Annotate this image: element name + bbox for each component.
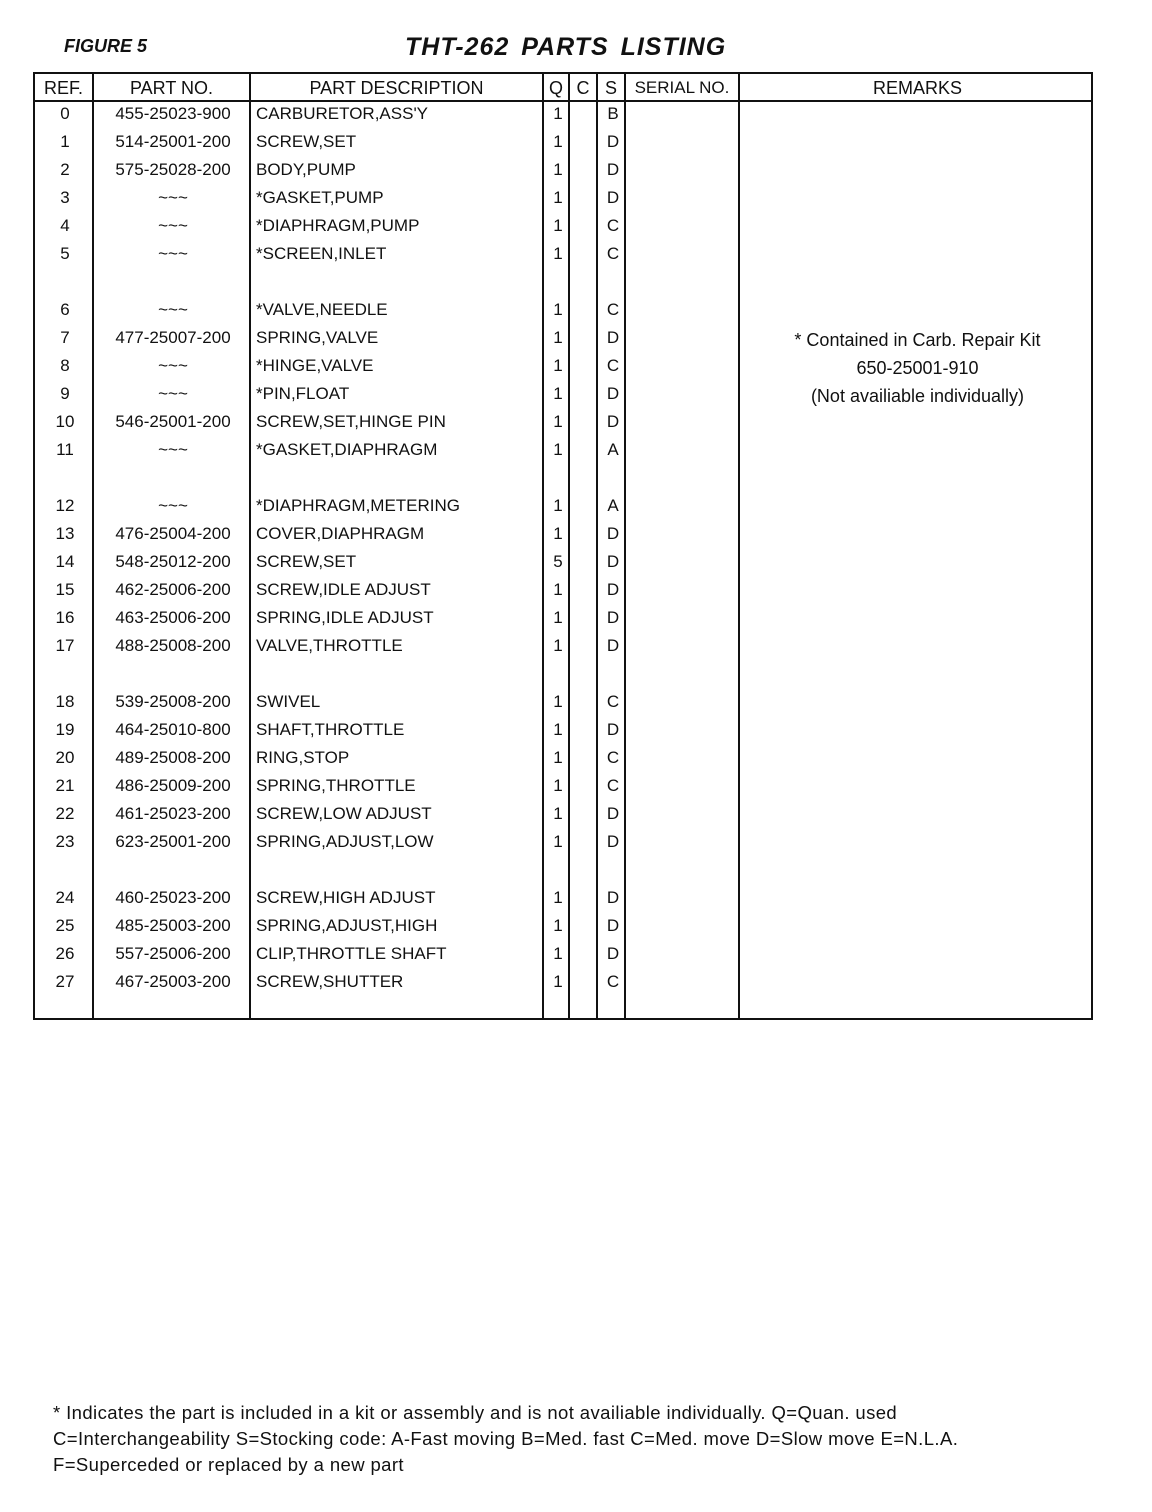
quantity-cell: 1 <box>553 776 563 795</box>
ref-cell: 16 <box>55 608 75 627</box>
ref-cell: 10 <box>55 412 75 431</box>
quantity-cell: 1 <box>553 440 563 459</box>
stocking-code-cell: D <box>606 132 620 151</box>
table-row <box>35 128 1091 156</box>
stocking-code-cell: B <box>607 104 619 123</box>
description-cell: SCREW,LOW ADJUST <box>256 804 432 823</box>
stocking-code-cell: D <box>606 580 620 599</box>
col-header-description: PART DESCRIPTION <box>309 78 484 98</box>
ref-cell: 23 <box>55 832 75 851</box>
table-row <box>35 436 1091 464</box>
description-cell: SCREW,SET,HINGE PIN <box>256 412 446 431</box>
table-row <box>35 408 1091 436</box>
description-cell: SPRING,VALVE <box>256 328 379 347</box>
quantity-cell: 1 <box>553 412 563 431</box>
table-row <box>35 156 1091 184</box>
description-cell: RING,STOP <box>256 748 350 767</box>
stocking-code-cell: D <box>606 636 620 655</box>
table-row <box>35 604 1091 632</box>
stocking-code-cell: D <box>606 916 620 935</box>
description-cell: *GASKET,DIAPHRAGM <box>256 440 438 459</box>
stocking-code-cell: C <box>606 776 620 795</box>
table-row <box>35 492 1091 520</box>
part-number-cell: 486-25009-200 <box>115 776 231 795</box>
figure-label: FIGURE 5 <box>64 36 148 56</box>
part-number-cell: 546-25001-200 <box>115 412 231 431</box>
quantity-cell: 1 <box>553 216 563 235</box>
description-cell: *VALVE,NEEDLE <box>256 300 388 319</box>
col-header-c: C <box>576 78 590 98</box>
ref-cell: 24 <box>55 888 75 907</box>
part-number-cell: 462-25006-200 <box>115 580 231 599</box>
stocking-code-cell: D <box>606 832 620 851</box>
part-number-cell: 455-25023-900 <box>115 104 231 123</box>
quantity-cell: 1 <box>553 888 563 907</box>
description-cell: SCREW,IDLE ADJUST <box>256 580 431 599</box>
part-number-cell: ~~~ <box>158 188 188 207</box>
quantity-cell: 1 <box>553 524 563 543</box>
col-header-ref: REF. <box>43 78 83 98</box>
part-number-cell: 514-25001-200 <box>115 132 231 151</box>
col-header-remarks: REMARKS <box>872 78 962 98</box>
table-header <box>35 74 1091 102</box>
description-cell: SPRING,THROTTLE <box>256 776 416 795</box>
table-row <box>35 520 1091 548</box>
description-cell: CLIP,THROTTLE SHAFT <box>256 944 447 963</box>
part-number-cell: ~~~ <box>158 356 188 375</box>
ref-cell: 27 <box>55 972 75 991</box>
stocking-code-cell: D <box>606 552 620 571</box>
stocking-code-cell: C <box>606 748 620 767</box>
part-number-cell: 461-25023-200 <box>115 804 231 823</box>
stocking-code-cell: A <box>607 440 619 459</box>
description-cell: *DIAPHRAGM,METERING <box>256 496 461 515</box>
description-cell: *PIN,FLOAT <box>256 384 350 403</box>
ref-cell: 6 <box>60 300 70 319</box>
part-number-cell: 539-25008-200 <box>115 692 231 711</box>
ref-cell: 13 <box>55 524 75 543</box>
part-number-cell: 623-25001-200 <box>115 832 231 851</box>
description-cell: *DIAPHRAGM,PUMP <box>256 216 420 235</box>
table-row <box>35 884 1091 912</box>
description-cell: SWIVEL <box>256 692 321 711</box>
part-number-cell: ~~~ <box>158 440 188 459</box>
quantity-cell: 1 <box>553 916 563 935</box>
stocking-code-cell: D <box>606 412 620 431</box>
ref-cell: 14 <box>55 552 75 571</box>
stocking-code-cell: D <box>606 720 620 739</box>
quantity-cell: 1 <box>553 496 563 515</box>
description-cell: SCREW,SET <box>256 132 357 151</box>
description-cell: *GASKET,PUMP <box>256 188 384 207</box>
part-number-cell: ~~~ <box>158 216 188 235</box>
description-cell: CARBURETOR,ASS'Y <box>256 104 429 123</box>
quantity-cell: 1 <box>553 328 563 347</box>
page-title: THT-262 PARTS LISTING <box>405 33 727 61</box>
remarks-note <box>740 326 1095 410</box>
ref-cell: 4 <box>60 216 70 235</box>
part-number-cell: ~~~ <box>158 384 188 403</box>
quantity-cell: 1 <box>553 636 563 655</box>
table-row <box>35 688 1091 716</box>
ref-cell: 8 <box>60 356 70 375</box>
table-row <box>35 968 1091 996</box>
remarks-line: * Contained in Carb. Repair Kit <box>794 330 1041 350</box>
part-number-cell: 548-25012-200 <box>115 552 231 571</box>
part-number-cell: 575-25028-200 <box>115 160 231 179</box>
stocking-code-cell: C <box>606 244 620 263</box>
table-row <box>35 716 1091 744</box>
quantity-cell: 5 <box>553 552 563 571</box>
quantity-cell: 1 <box>553 188 563 207</box>
ref-cell: 22 <box>55 804 75 823</box>
ref-cell: 26 <box>55 944 75 963</box>
col-header-s: S <box>604 78 617 98</box>
ref-cell: 11 <box>56 440 74 459</box>
footnote: * Indicates the part is included in a kit or assembly and is not availiable individually. Q=Quan. used C=Interchangeability S=Stocking code: A-Fast moving B=Med. fast C=Med. move D=Slow move E=N.L.A. F=Superceded or replaced by a new part <box>53 1402 959 1475</box>
part-number-cell: ~~~ <box>158 300 188 319</box>
description-cell: *SCREEN,INLET <box>256 244 387 263</box>
stocking-code-cell: D <box>606 384 620 403</box>
quantity-cell: 1 <box>553 160 563 179</box>
table-row <box>35 744 1091 772</box>
stocking-code-cell: C <box>606 300 620 319</box>
col-header-serial-no: SERIAL NO. <box>634 78 730 97</box>
stocking-code-cell: D <box>606 804 620 823</box>
part-number-cell: 477-25007-200 <box>115 328 231 347</box>
quantity-cell: 1 <box>553 384 563 403</box>
description-cell: SPRING,ADJUST,HIGH <box>256 916 438 935</box>
table-row <box>35 212 1091 240</box>
quantity-cell: 1 <box>553 748 563 767</box>
ref-cell: 25 <box>55 916 75 935</box>
stocking-code-cell: C <box>606 692 620 711</box>
stocking-code-cell: C <box>606 216 620 235</box>
table-row <box>35 632 1091 660</box>
quantity-cell: 1 <box>553 804 563 823</box>
stocking-code-cell: A <box>607 496 619 515</box>
description-cell: SCREW,SHUTTER <box>256 972 404 991</box>
stocking-code-cell: D <box>606 160 620 179</box>
part-number-cell: 557-25006-200 <box>115 944 231 963</box>
description-cell: VALVE,THROTTLE <box>256 636 403 655</box>
table-row <box>35 828 1091 856</box>
table-row <box>35 800 1091 828</box>
part-number-cell: 485-25003-200 <box>115 916 231 935</box>
table-row <box>35 296 1091 324</box>
stocking-code-cell: D <box>606 188 620 207</box>
description-cell: SCREW,HIGH ADJUST <box>256 888 436 907</box>
table-row <box>35 100 1091 128</box>
table-row <box>35 548 1091 576</box>
ref-cell: 15 <box>55 580 75 599</box>
table-row <box>35 772 1091 800</box>
part-number-cell: 464-25010-800 <box>115 720 231 739</box>
table-row <box>35 576 1091 604</box>
ref-cell: 9 <box>60 384 70 403</box>
part-number-cell: 488-25008-200 <box>115 636 231 655</box>
stocking-code-cell: C <box>606 972 620 991</box>
quantity-cell: 1 <box>553 972 563 991</box>
part-number-cell: 467-25003-200 <box>115 972 231 991</box>
stocking-code-cell: D <box>606 888 620 907</box>
stocking-code-cell: D <box>606 608 620 627</box>
part-number-cell: 463-25006-200 <box>115 608 231 627</box>
quantity-cell: 1 <box>553 356 563 375</box>
part-number-cell: ~~~ <box>158 244 188 263</box>
quantity-cell: 1 <box>553 580 563 599</box>
part-number-cell: 489-25008-200 <box>115 748 231 767</box>
remarks-line: 650-25001-910 <box>856 358 979 378</box>
ref-cell: 12 <box>55 496 75 515</box>
quantity-cell: 1 <box>553 944 563 963</box>
ref-cell: 1 <box>60 132 70 151</box>
quantity-cell: 1 <box>553 244 563 263</box>
remarks-line: (Not availiable individually) <box>810 386 1025 406</box>
quantity-cell: 1 <box>553 832 563 851</box>
description-cell: *HINGE,VALVE <box>256 356 374 375</box>
description-cell: BODY,PUMP <box>256 160 356 179</box>
ref-cell: 19 <box>55 720 75 739</box>
part-number-cell: 476-25004-200 <box>115 524 231 543</box>
ref-cell: 20 <box>55 748 75 767</box>
description-cell: SPRING,ADJUST,LOW <box>256 832 434 851</box>
description-cell: SHAFT,THROTTLE <box>256 720 405 739</box>
part-number-cell: 460-25023-200 <box>115 888 231 907</box>
col-header-part-no: PART NO. <box>129 78 214 98</box>
description-cell: SCREW,SET <box>256 552 357 571</box>
ref-cell: 3 <box>60 188 70 207</box>
stocking-code-cell: D <box>606 944 620 963</box>
ref-cell: 5 <box>60 244 70 263</box>
quantity-cell: 1 <box>553 692 563 711</box>
quantity-cell: 1 <box>553 104 563 123</box>
table-row <box>35 184 1091 212</box>
ref-cell: 2 <box>60 160 70 179</box>
parts-table <box>33 72 1093 1020</box>
description-cell: COVER,DIAPHRAGM <box>256 524 425 543</box>
stocking-code-cell: C <box>606 356 620 375</box>
ref-cell: 18 <box>55 692 75 711</box>
quantity-cell: 1 <box>553 132 563 151</box>
table-row <box>35 912 1091 940</box>
quantity-cell: 1 <box>553 608 563 627</box>
ref-cell: 0 <box>60 104 70 123</box>
stocking-code-cell: D <box>606 328 620 347</box>
description-cell: SPRING,IDLE ADJUST <box>256 608 434 627</box>
quantity-cell: 1 <box>553 300 563 319</box>
quantity-cell: 1 <box>553 720 563 739</box>
ref-cell: 7 <box>60 328 70 347</box>
ref-cell: 17 <box>55 636 75 655</box>
part-number-cell: ~~~ <box>158 496 188 515</box>
stocking-code-cell: D <box>606 524 620 543</box>
table-row <box>35 940 1091 968</box>
ref-cell: 21 <box>55 776 75 795</box>
col-header-q: Q <box>548 78 563 98</box>
table-row <box>35 240 1091 268</box>
